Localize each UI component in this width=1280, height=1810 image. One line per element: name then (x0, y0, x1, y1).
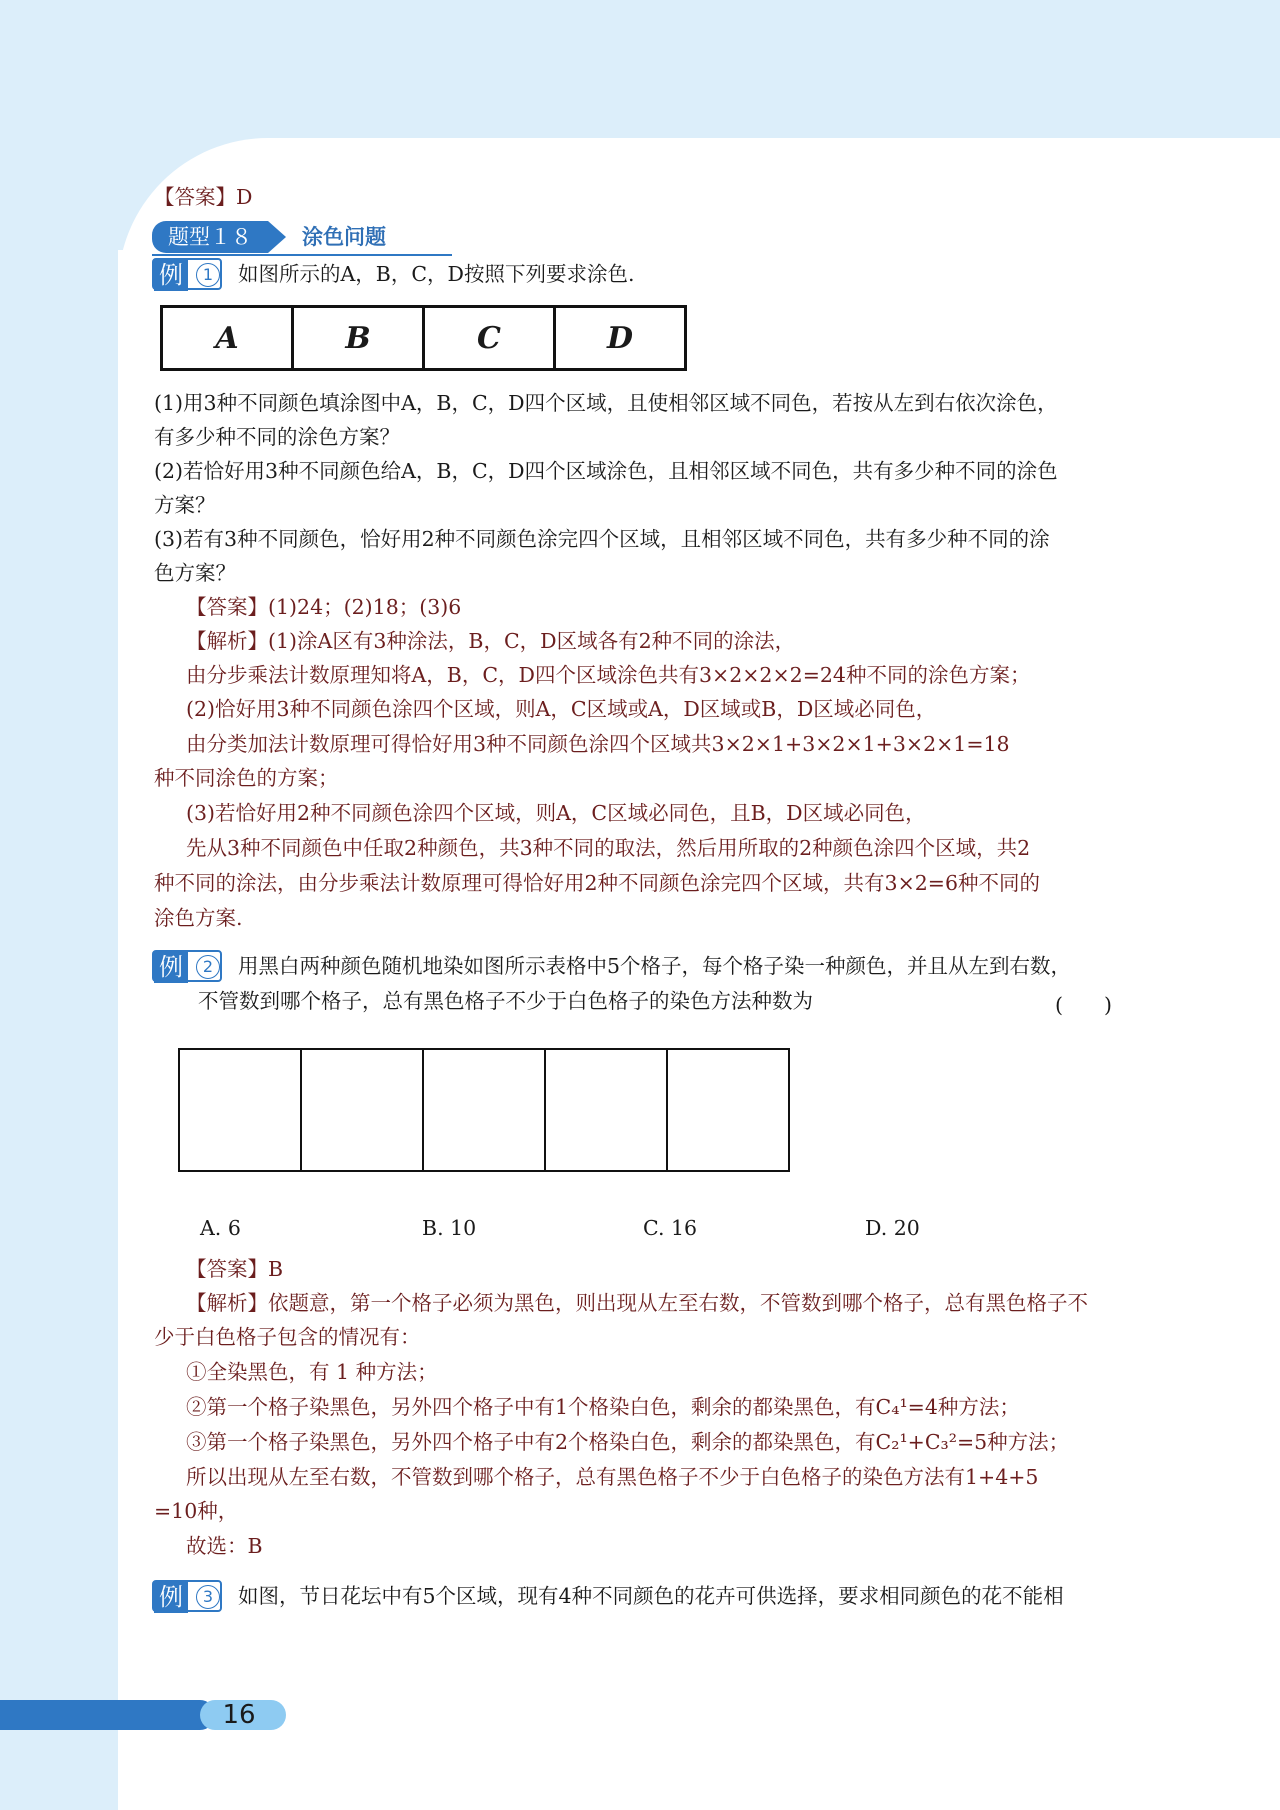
question-line: 色方案？ (154, 561, 236, 585)
section-underline (152, 254, 452, 256)
example-badge-number: 3 (196, 1585, 220, 1609)
analysis-line: 故选：B (186, 1534, 263, 1558)
example-1-answer: 【答案】(1)24；(2)18；(3)6 (186, 595, 462, 619)
section-title: 涂色问题 (302, 225, 386, 249)
question-line: (1)用3种不同颜色填涂图中A，B，C，D四个区域，且使相邻区域不同色，若按从左到右依次涂色， (154, 391, 1058, 415)
grid-cell (179, 1049, 301, 1171)
example-3-line-1: 如图，节日花坛中有5个区域，现有4种不同颜色的花卉可供选择，要求相同颜色的花不能相 (238, 1584, 1064, 1608)
analysis-line: 种不同的涂法，由分步乘法计数原理可得恰好用2种不同颜色涂完四个区域，共有3×2=6种不同的 (154, 871, 1041, 895)
option-b: B. 10 (422, 1216, 477, 1240)
example-badge-word: 例 (154, 259, 188, 291)
region-d: D (555, 307, 686, 370)
five-cell-grid (178, 1048, 790, 1172)
example-badge-word: 例 (154, 951, 188, 983)
page-background-left (0, 0, 118, 1810)
region-c: C (424, 307, 555, 370)
option-d: D. 20 (865, 1216, 920, 1240)
analysis-line: ②第一个格子染黑色，另外四个格子中有1个格染白色，剩余的都染黑色，有C₄¹=4种方法； (186, 1395, 1020, 1419)
question-line: (3)若有3种不同颜色，恰好用2种不同颜色涂完四个区域，且相邻区域不同色，共有多少种不同的涂 (154, 527, 1050, 551)
question-line: 方案？ (154, 493, 216, 517)
answer-blank: ( ) (1055, 993, 1112, 1017)
analysis-line: 少于白色格子包含的情况有： (154, 1325, 421, 1349)
example-2-answer: 【答案】B (186, 1257, 284, 1281)
example-2-header (152, 950, 1152, 984)
analysis-line: 所以出现从左至右数，不管数到哪个格子，总有黑色格子不少于白色格子的染色方法有1+4+5 (186, 1465, 1039, 1489)
analysis-line: ③第一个格子染黑色，另外四个格子中有2个格染白色，剩余的都染黑色，有C₂¹+C₃²=5种方法； (186, 1430, 1070, 1454)
example-3-header (152, 1580, 1152, 1614)
analysis-line: 先从3种不同颜色中任取2种颜色，共3种不同的取法，然后用所取的2种颜色涂四个区域，共2 (186, 836, 1031, 860)
footer-bar (0, 1700, 215, 1730)
grid-cell (545, 1049, 667, 1171)
analysis-line: 种不同涂色的方案； (154, 766, 339, 790)
question-line: (2)若恰好用3种不同颜色给A，B，C，D四个区域涂色，且相邻区域不同色，共有多少种不同的涂色 (154, 459, 1058, 483)
option-c: C. 16 (643, 1216, 698, 1240)
region-a: A (162, 307, 293, 370)
analysis-line: 【解析】(1)涂A区有3种涂法，B，C，D区域各有2种不同的涂法， (186, 629, 796, 653)
previous-answer: 【答案】D (154, 185, 253, 209)
analysis-line: 涂色方案. (154, 906, 243, 930)
example-2-line-2: 不管数到哪个格子，总有黑色格子不少于白色格子的染色方法种数为 (198, 989, 813, 1013)
section-header (152, 221, 452, 255)
question-line: 有多少种不同的涂色方案？ (154, 425, 400, 449)
analysis-line: =10种， (154, 1499, 239, 1523)
example-badge-word: 例 (154, 1581, 188, 1613)
analysis-line: (2)恰好用3种不同颜色涂四个区域，则A，C区域或A，D区域或B，D区域必同色， (186, 697, 937, 721)
page-number: 16 (222, 1700, 256, 1730)
grid-cell (301, 1049, 423, 1171)
section-arrow-icon (268, 221, 286, 253)
example-badge-number: 1 (196, 263, 220, 287)
region-b: B (293, 307, 424, 370)
region-diagram-abcd (160, 305, 687, 371)
analysis-line: 由分类加法计数原理可得恰好用3种不同颜色涂四个区域共3×2×1+3×2×1+3×2×1=18 (186, 732, 1010, 756)
example-1-header (152, 258, 952, 292)
example-badge-number: 2 (196, 955, 220, 979)
example-badge (152, 258, 222, 290)
example-2-line-1: 用黑白两种颜色随机地染如图所示表格中5个格子，每个格子染一种颜色，并且从左到右数， (238, 954, 1072, 978)
analysis-line: 【解析】依题意，第一个格子必须为黑色，则出现从左至右数，不管数到哪个格子，总有黑色格子不 (186, 1291, 1088, 1315)
grid-cell (667, 1049, 789, 1171)
option-a: A. 6 (200, 1216, 241, 1240)
example-1-intro: 如图所示的A，B，C，D按照下列要求涂色. (238, 262, 635, 286)
section-type-label: 题型１８ (152, 221, 268, 253)
analysis-line: (3)若恰好用2种不同颜色涂四个区域，则A，C区域必同色，且B，D区域必同色， (186, 801, 926, 825)
example-badge (152, 950, 222, 982)
analysis-line: ①全染黑色，有 1 种方法； (186, 1360, 438, 1384)
example-badge (152, 1580, 222, 1612)
analysis-line: 由分步乘法计数原理知将A，B，C，D四个区域涂色共有3×2×2×2=24种不同的涂色方案； (186, 663, 1031, 687)
grid-cell (423, 1049, 545, 1171)
